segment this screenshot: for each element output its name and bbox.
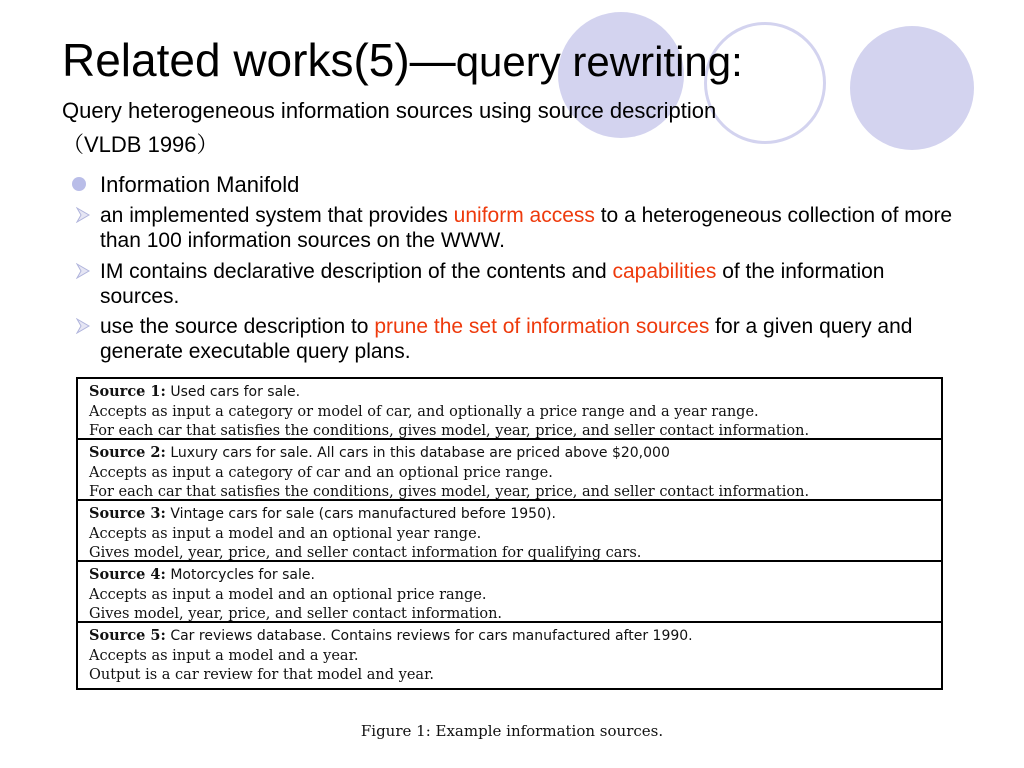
source-title: Car reviews database. Contains reviews for cars manufactured after 1990. — [165, 628, 693, 644]
source-line: Accepts as input a model and a year. — [89, 647, 359, 664]
arrow-bullet-icon — [76, 207, 90, 223]
source-label: Source 1: — [89, 383, 166, 400]
sub-bullet — [76, 259, 956, 309]
sub-bullet-highlight: prune the set of information sources — [374, 315, 710, 338]
source-line: For each car that satisfies the conditions, gives model, year, price, and seller contact information. — [89, 423, 810, 439]
slide-subtitle-venue: （VLDB 1996） — [62, 132, 219, 157]
source-line: Gives model, year, price, and seller contact information for qualifying cars. — [89, 545, 642, 561]
slide-title-topic: query rewriting: — [455, 38, 743, 85]
sub-bullet — [76, 314, 956, 364]
source-line: Output is a car review for that model and year. — [89, 667, 435, 683]
source-title: Luxury cars for sale. All cars in this database are priced above $20,000 — [165, 445, 670, 461]
sub-bullet-text-start: an implemented system that provides — [100, 204, 454, 227]
sub-bullet-text-start: use the source description to — [100, 315, 375, 338]
information-sources-figure — [76, 377, 943, 690]
source-title: Used cars for sale. — [165, 384, 301, 400]
source-block — [78, 379, 941, 440]
source-line: Gives model, year, price, and seller contact information. — [89, 606, 503, 622]
source-block — [78, 501, 941, 562]
sub-bullet — [76, 203, 956, 253]
source-label: Source 4: — [89, 566, 166, 583]
source-label: Source 2: — [89, 444, 166, 461]
sub-bullet-highlight: uniform access — [453, 204, 595, 227]
sub-bullet-text-start: IM contains declarative description of the contents and — [100, 260, 613, 283]
main-bullet-label: Information Manifold — [100, 172, 300, 197]
slide-title — [62, 32, 743, 90]
source-title: Motorcycles for sale. — [165, 567, 315, 583]
sub-bullet-text — [100, 314, 956, 364]
source-line: Accepts as input a model and an optional year range. — [89, 525, 482, 542]
source-block — [78, 623, 941, 684]
source-label: Source 5: — [89, 627, 166, 644]
source-label: Source 3: — [89, 505, 166, 522]
sub-bullet-text-end: for a given query and generate executable query plans. — [100, 315, 913, 363]
source-block — [78, 440, 941, 501]
decorative-circle-3 — [850, 26, 974, 150]
sub-bullet-text-end: to a heterogeneous collection of more than 100 information sources on the WWW. — [100, 204, 953, 252]
sub-bullet-highlight: capabilities — [612, 260, 717, 283]
arrow-bullet-icon — [76, 263, 90, 279]
source-line: Accepts as input a category of car and an optional price range. — [89, 464, 553, 481]
figure-caption: Figure 1: Example information sources. — [360, 722, 664, 740]
source-line: Accepts as input a category or model of car, and optionally a price range and a year range. — [89, 403, 759, 420]
slide-subtitle: Query heterogeneous information sources using source description — [62, 98, 717, 123]
sub-bullet-text-end: of the information sources. — [100, 260, 885, 308]
main-bullet — [72, 170, 299, 200]
source-line: For each car that satisfies the conditions, gives model, year, price, and seller contact information. — [89, 484, 810, 500]
sub-bullet-text — [100, 203, 956, 253]
source-line: Accepts as input a model and an optional price range. — [89, 586, 487, 603]
arrow-bullet-icon — [76, 318, 90, 334]
bullet-dot-icon — [72, 177, 86, 191]
slide-title-main: Related works(5)— — [62, 34, 456, 86]
source-block — [78, 562, 941, 623]
source-title: Vintage cars for sale (cars manufactured before 1950). — [165, 506, 556, 522]
sub-bullet-text — [100, 259, 956, 309]
